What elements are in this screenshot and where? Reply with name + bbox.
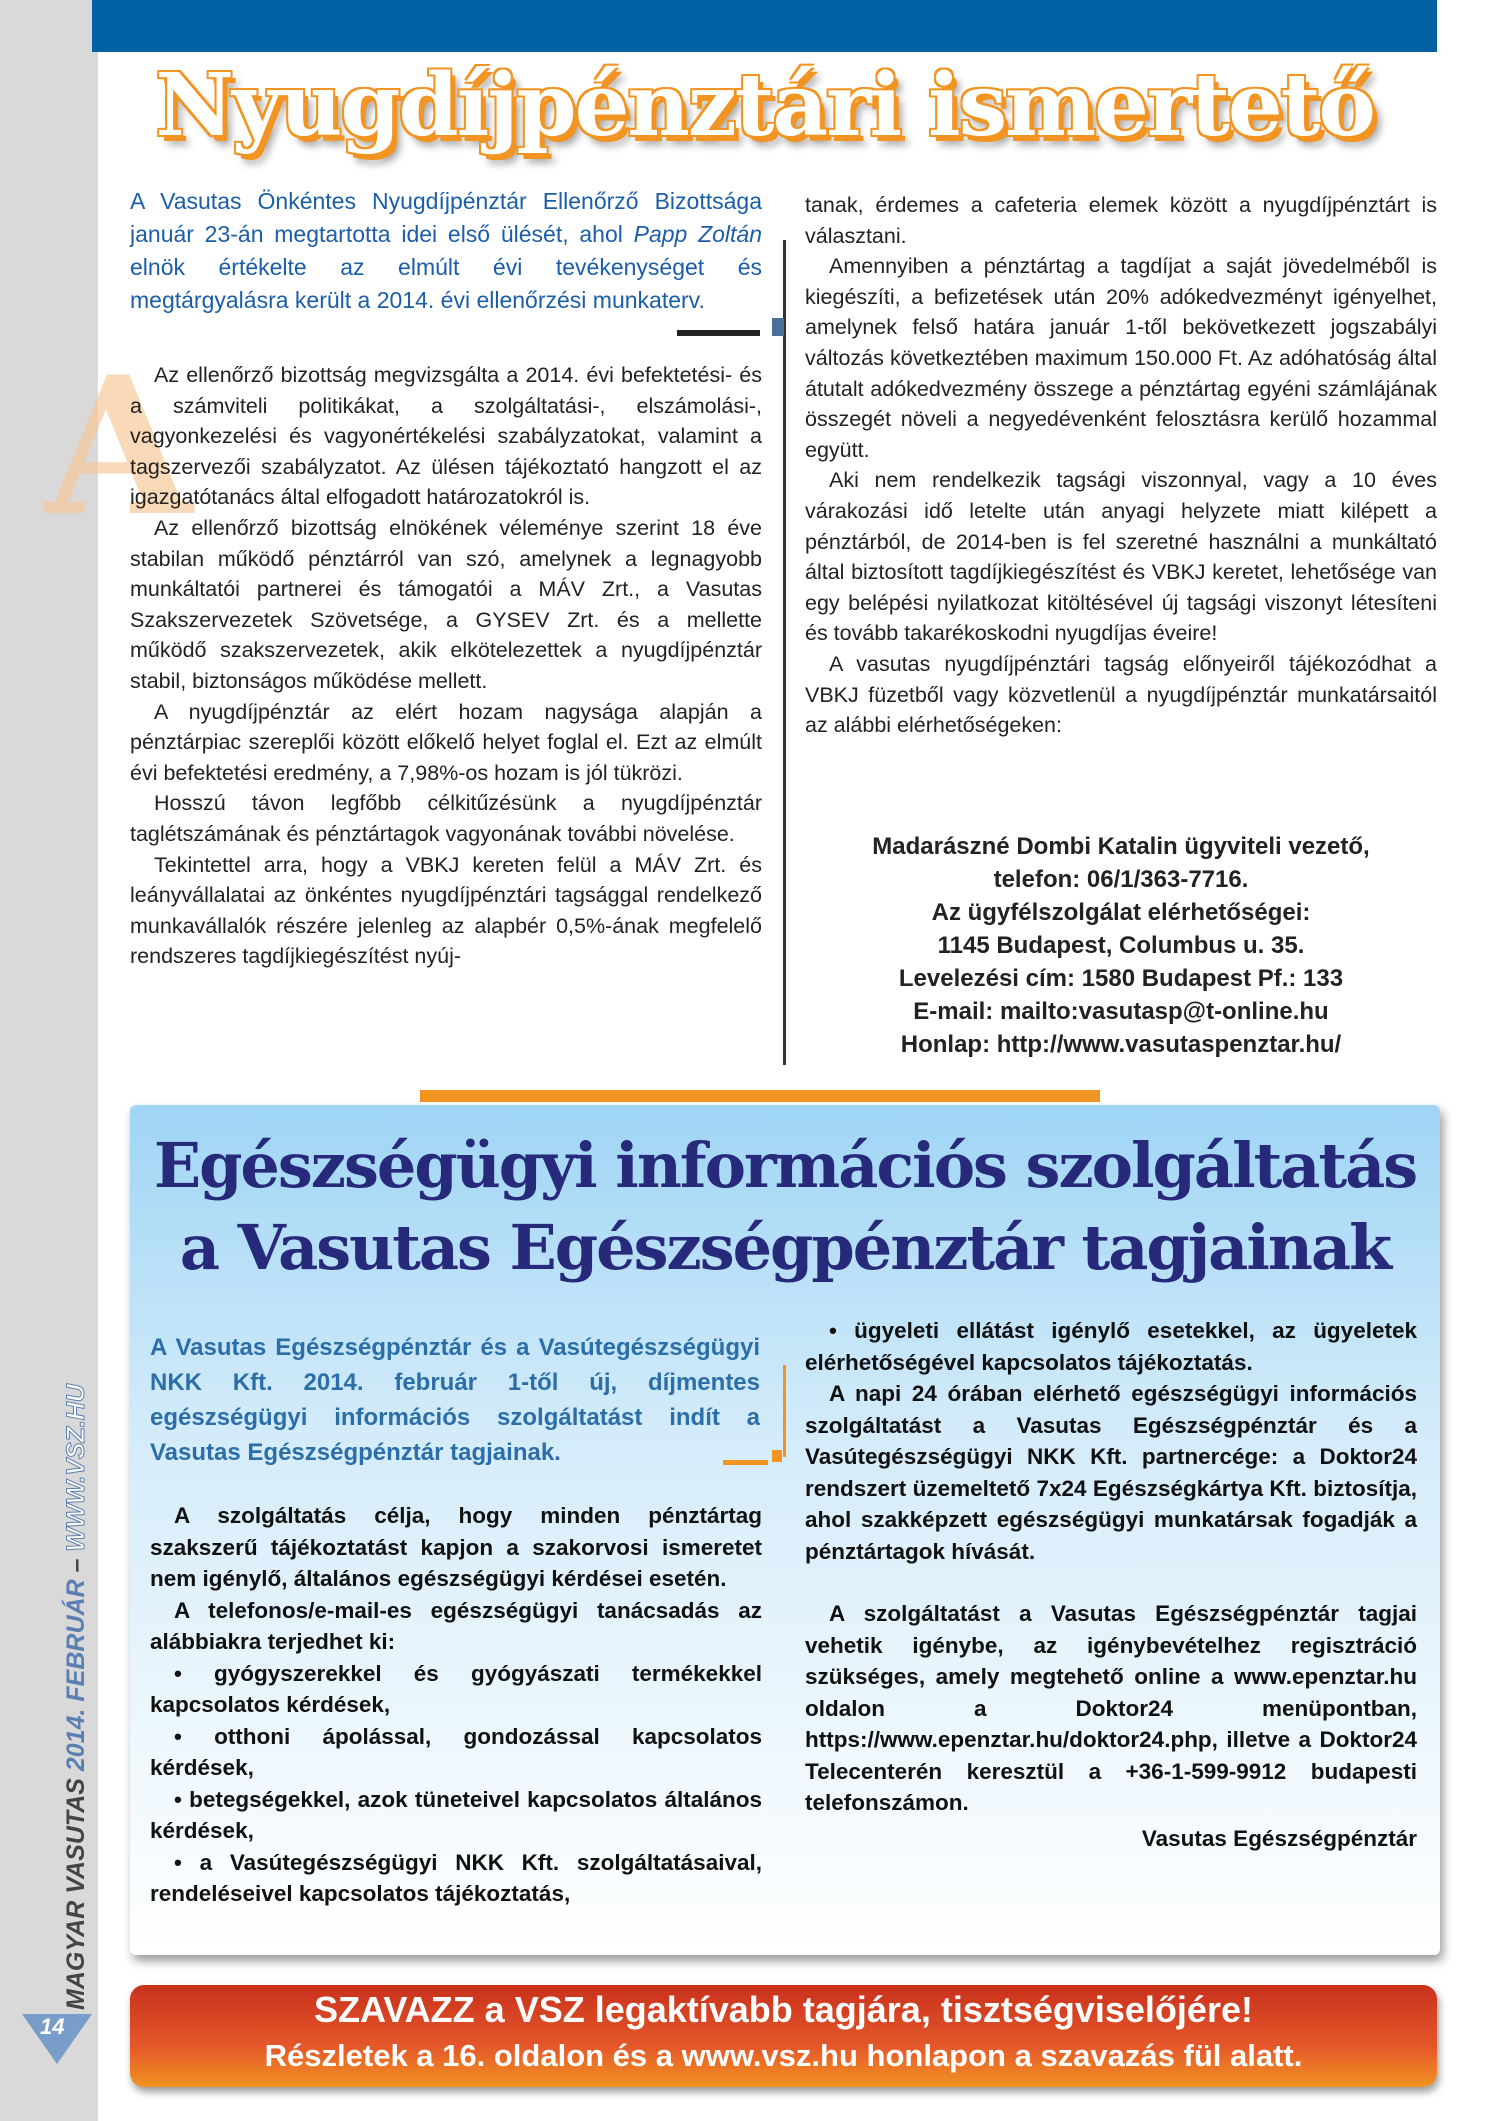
paragraph: Aki nem rendelkezik tagsági viszonnyal, vagy a 10 éves várakozási idő letelte után anyagi helyzete miatt kilépett a pénztárból, de 2014-ben is fel szeretné használni a munkáltató által biztosított tagdíjkiegészítést és VBKJ keretet, lehetősége van egy belépési nyilatkozat kitöltésével új tagsági viszonyt létesíteni és tovább takarékoskodni nyugdíjas éveire!	[805, 468, 1437, 646]
signature: Vasutas Egészségpénztár	[1141, 1825, 1417, 1851]
paragraph: Tekintettel arra, hogy a VBKJ kereten felül a MÁV Zrt. és leányvállalatai az önkéntes nyugdíjpénztári tagsággal rendelkező munkavállalók részére jelenleg az alapbér 0,5%-ának megfelelő rendszeres tagdíjkiegészítést nyúj-	[130, 852, 762, 969]
article-right-column	[805, 190, 1437, 741]
box-right-column	[805, 1315, 1417, 1854]
paragraph: Amennyiben a pénztártag a tagdíjat a saját jövedelméből is kiegészíti, a befizetések után 20% adókedvezményt igényelhet, amelynek felső határa január 1-től bekövetkezett jogszabályi változás következtében maximum 150.000 Ft. Az adóhatóság által átutalt adókedvezmény összege a pénztártag egyéni számlájának összegét növeli a negyedévenként felosztásra kerülő hozammal együtt.	[805, 254, 1437, 462]
paragraph: Az ellenőrző bizottság megvizsgálta a 2014. évi befektetési- és a számviteli politikákat, a szolgáltatási-, elszámolási-, vagyonkezelési és vagyonértékelési szabályzatokat, valamint a tagszervezői szabályzatot. Az ülésen tájékoztató hangzott el az igazgatótanács által elfogadott határozatokról is.	[130, 363, 762, 510]
paragraph: A szolgáltatás célja, hogy minden pénztártag szakszerű tájékoztatást kapjon a szakorvosi ismeretet nem igénylő, általános egészségügyi kérdései esetén.	[150, 1503, 762, 1591]
contact-line: Az ügyfélszolgálat elérhetőségei:	[931, 899, 1311, 926]
box-title	[130, 1125, 1440, 1289]
contact-address: 1145 Budapest, Columbus u. 35.	[937, 932, 1305, 959]
paragraph: A telefonos/e-mail-es egészségügyi tanácsadás az alábbiakra terjedhet ki:	[150, 1597, 762, 1654]
banner-headline: SZAVAZZ a VSZ legaktívabb tagjára, tisztségviselőjére!	[314, 1989, 1253, 2030]
box-title-line: a Vasutas Egészségpénztár tagjainak	[179, 1211, 1391, 1284]
separator: –	[62, 1551, 90, 1580]
divider	[783, 240, 786, 1065]
decorative-initial: A	[45, 335, 193, 558]
lead-text: A Vasutas Önkéntes Nyugdíjpénztár Ellenőrző Bizottsága január 23-án megtartotta idei első ülését, ahol	[130, 188, 762, 247]
lead-name: Papp Zoltán	[633, 221, 762, 247]
contact-postal: Levelezési cím: 1580 Budapest Pf.: 133	[898, 965, 1344, 992]
divider	[677, 330, 760, 336]
contact-block	[805, 830, 1437, 1061]
decorative-square	[772, 1450, 782, 1462]
article-lead	[130, 185, 762, 317]
decorative-square	[772, 318, 784, 336]
list-item: • ügyeleti ellátást igénylő esetekkel, az ügyeletek elérhetőségével kapcsolatos tájékoztatás.	[805, 1318, 1417, 1375]
website-url: WWW.VSZ.HU	[62, 1384, 90, 1552]
paragraph: Az ellenőrző bizottság elnökének véleménye szerint 18 éve stabilan működő pénztárról van szó, amelynek a legnagyobb munkáltatói partnerei és támogatói a MÁV Zrt., a Vasutas Szakszervezetek Szövetsége, a GYSEV Zrt. és a mellette működő szakszervezetek, akik elkötelezettek a nyugdíjpénztár stabil, biztonságos működése mellett.	[130, 515, 762, 693]
article-title: Nyugdíjpénztári ismertető	[155, 55, 1374, 156]
paragraph: A vasutas nyugdíjpénztári tagság előnyeiről tájékozódhat a VBKJ füzetből vagy közvetlenül a nyugdíjpénztár munkatársaitól az alábbi elérhetőségeken:	[805, 651, 1437, 738]
paragraph: A nyugdíjpénztár az elért hozam nagysága alapján a pénztárpiac szereplői között előkelő helyet foglal el. Ezt az elmúlt évi befektetési eredmény, a 7,98%-os hozam is jól tükrözi.	[130, 699, 762, 785]
paragraph: A napi 24 órában elérhető egészségügyi információs szolgáltatást a Vasutas Egészségpénztár és a Vasútegészségügyi NKK Kft. partnercége: a Doktor24 rendszert üzemeltető 7x24 Egészségkártya Kft. biztosítja, ahol szakképzett egészségügyi munkatársak fogadják a pénztártagok hívását.	[805, 1381, 1417, 1564]
contact-line: Madarászné Dombi Katalin ügyviteli vezető,	[872, 833, 1370, 860]
list-item: • otthoni ápolással, gondozással kapcsolatos kérdések,	[150, 1723, 762, 1780]
contact-email[interactable]: E-mail: mailto:vasutasp@t-online.hu	[913, 998, 1329, 1025]
article-left-column	[130, 360, 762, 972]
vote-banner	[130, 1985, 1437, 2087]
orange-divider	[420, 1090, 1100, 1102]
paragraph: Hosszú távon legfőbb célkitűzésünk a nyugdíjpénztár taglétszámának és pénztártagok vagyonának további növelése.	[130, 791, 762, 846]
list-item: • a Vasútegészségügyi NKK Kft. szolgáltatásaival, rendeléseivel kapcsolatos tájékoztatás,	[150, 1849, 762, 1906]
contact-website[interactable]: Honlap: http://www.vasutaspenztar.hu/	[900, 1031, 1342, 1058]
list-item: • gyógyszerekkel és gyógyászati termékekkel kapcsolatos kérdések,	[150, 1660, 762, 1717]
banner-subline: Részletek a 16. oldalon és a www.vsz.hu honlapon a szavazás fül alatt.	[264, 2038, 1303, 2073]
side-running-title	[62, 1384, 91, 2010]
box-title-line: Egészségügyi információs szolgáltatás	[153, 1129, 1417, 1202]
page-number: 14	[40, 2014, 65, 2039]
divider	[783, 1365, 786, 1457]
box-lead: A Vasutas Egészségpénztár és a Vasútegészségügyi NKK Kft. 2014. február 1-től új, díjmentes egészségügyi információs szolgáltatást indít a Vasutas Egészségpénztár tagjainak.	[150, 1334, 760, 1466]
paragraph: A szolgáltatást a Vasutas Egészségpénztár tagjai vehetik igénybe, az igénybevételhez regisztráció szükséges, amely megtehető online a www.epenztar.hu oldalon a Doktor24 menüpontban, https://www.epenztar.hu/doktor24.php, illetve a Doktor24 Telecenterén keresztül a +36-1-599-9912 budapesti telefonszámon.	[805, 1601, 1417, 1815]
box-left-column	[150, 1500, 762, 1910]
lead-text: elnök értékelte az elmúlt évi tevékenységet és megtárgyalásra került a 2014. évi ellenőrzési munkaterv.	[130, 254, 762, 313]
header-bar	[92, 0, 1437, 52]
list-item: • betegségekkel, azok tüneteivel kapcsolatos általános kérdések,	[150, 1786, 762, 1843]
publication-name: MAGYAR VASUTAS	[62, 1778, 90, 2010]
contact-phone: telefon: 06/1/363-7716.	[993, 866, 1249, 893]
divider	[723, 1460, 768, 1465]
issue-date: 2014. FEBRUÁR	[62, 1579, 90, 1772]
paragraph: tanak, érdemes a cafeteria elemek között a nyugdíjpénztárt is választani.	[805, 193, 1437, 248]
